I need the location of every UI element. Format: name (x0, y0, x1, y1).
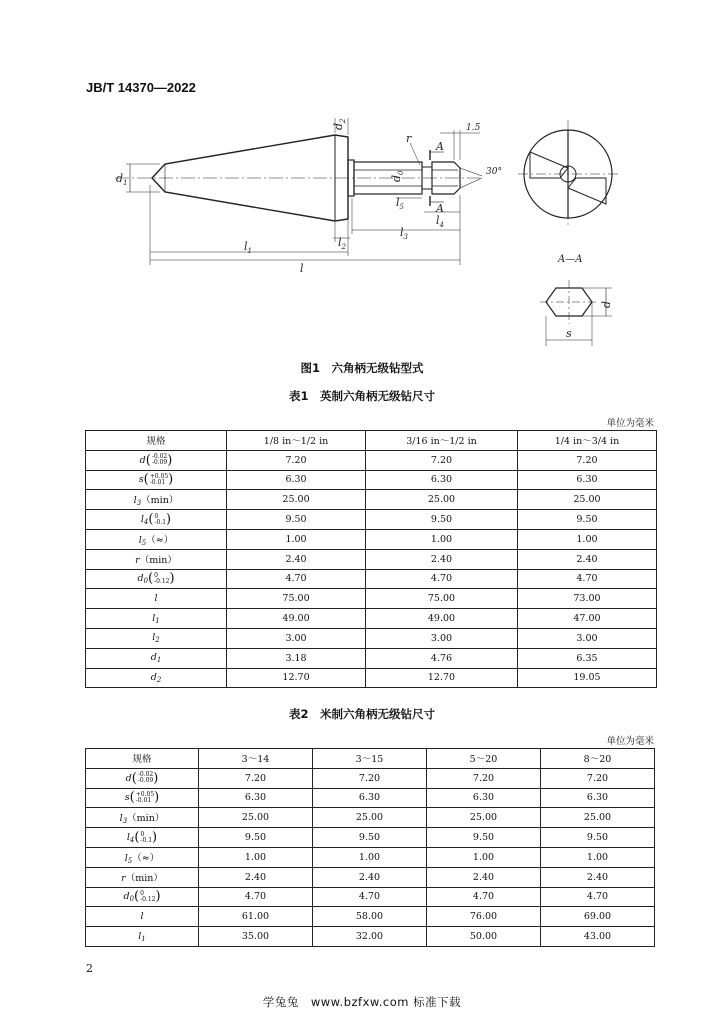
value-cell: 75.00 (227, 589, 366, 609)
tolerance: 0 -0.12 (154, 571, 170, 585)
table-row (86, 907, 655, 927)
param-subscript: 2 (156, 675, 162, 684)
param-subscript: 1 (141, 934, 146, 943)
param-cell (86, 668, 227, 688)
table-row (86, 549, 657, 569)
table-row (86, 589, 657, 609)
param-symbol: l (152, 632, 156, 644)
param-suffix: （min） (139, 554, 177, 566)
param-symbol: s (124, 792, 130, 804)
label-hex-s: s (566, 327, 572, 340)
value-cell: 9.50 (366, 510, 518, 530)
label-hex-d: d (600, 300, 613, 308)
value-cell: 9.50 (541, 828, 655, 848)
param-symbol: l (138, 930, 142, 942)
table-row (86, 510, 657, 530)
tolerance: +0.05 -0.01 (149, 472, 169, 486)
value-cell: 25.00 (517, 490, 656, 510)
value-cell: 4.70 (517, 569, 656, 589)
value-cell: 9.50 (427, 828, 541, 848)
value-cell: 1.00 (517, 529, 656, 549)
table-row (86, 668, 657, 688)
value-cell: 9.50 (199, 828, 313, 848)
drill-drawing (0, 0, 724, 350)
param-symbol: s (138, 474, 144, 486)
param-subscript: 0 (129, 895, 134, 904)
value-cell: 25.00 (541, 808, 655, 828)
table-header-cell: 3～14 (199, 749, 313, 769)
param-symbol: l (126, 832, 130, 844)
value-cell: 4.70 (427, 887, 541, 907)
table1-title: 表1 英制六角柄无级钻尺寸 (288, 389, 435, 403)
value-cell: 12.70 (366, 668, 518, 688)
param-symbol: d (123, 891, 130, 903)
value-cell: 58.00 (313, 907, 427, 927)
label-a-bottom: A (436, 202, 444, 215)
table-header-cell: 3～15 (313, 749, 427, 769)
value-cell: 6.30 (541, 788, 655, 808)
param-symbol: r (135, 554, 140, 566)
value-cell: 19.05 (517, 668, 656, 688)
value-cell: 6.30 (366, 470, 518, 490)
table-row (86, 887, 655, 907)
value-cell: 12.70 (227, 668, 366, 688)
value-cell: 3.00 (517, 628, 656, 648)
table-header-cell: 5～20 (427, 749, 541, 769)
param-symbol: l (119, 813, 123, 825)
value-cell: 4.70 (227, 569, 366, 589)
value-cell: 76.00 (427, 907, 541, 927)
value-cell: 61.00 (199, 907, 313, 927)
table-row (86, 808, 655, 828)
param-cell (86, 867, 199, 887)
param-cell (86, 609, 227, 629)
value-cell: 1.00 (427, 847, 541, 867)
param-cell: s( +0.05 -0.01 ) (86, 470, 227, 490)
param-subscript: 4 (129, 836, 135, 845)
table-row (86, 628, 657, 648)
value-cell: 6.35 (517, 648, 656, 668)
table-row (86, 470, 657, 490)
table-row (86, 867, 655, 887)
value-cell: 6.30 (227, 470, 366, 490)
value-cell: 2.40 (227, 549, 366, 569)
table-row (86, 847, 655, 867)
param-cell: $d_0$( 0 -0.12 ) (86, 569, 227, 589)
param-symbol: l (154, 592, 158, 604)
param-cell: $d_0$( 0 -0.12 ) (86, 887, 199, 907)
param-cell: d( -0.02 -0.09 ) (86, 768, 199, 788)
value-cell: 9.50 (227, 510, 366, 530)
table-header-row (86, 749, 655, 769)
label-a-top: A (436, 140, 444, 153)
table-header-cell: 规格 (86, 749, 199, 769)
value-cell: 4.70 (313, 887, 427, 907)
footer-watermark: 学兔兔 www.bzfxw.com 标准下载 (262, 995, 462, 1009)
param-cell (86, 490, 227, 510)
param-symbol: l (138, 534, 142, 546)
value-cell: 32.00 (313, 927, 427, 947)
param-symbol: d (137, 573, 144, 585)
label-d2: $d_2$ (332, 118, 347, 130)
label-l3: $l_3$ (400, 226, 408, 241)
value-cell: 4.70 (199, 887, 313, 907)
value-cell: 25.00 (427, 808, 541, 828)
figure-caption: 图1 六角柄无级钻型式 (300, 361, 424, 375)
param-subscript: 1 (155, 616, 160, 625)
tolerance: 0 -0.12 (140, 889, 156, 903)
param-symbol: d (150, 652, 157, 664)
param-symbol: l (124, 852, 128, 864)
param-cell (86, 927, 199, 947)
value-cell: 4.70 (366, 569, 518, 589)
param-subscript: 0 (143, 577, 148, 586)
label-1-5: 1.5 (466, 123, 481, 133)
param-symbol: d (125, 772, 132, 784)
label-l2: $l_2$ (338, 236, 346, 251)
value-cell: 2.40 (199, 867, 313, 887)
table-header-cell: 3/16 in～1/2 in (366, 431, 518, 451)
value-cell: 69.00 (541, 907, 655, 927)
label-l4: $l_4$ (436, 214, 444, 229)
table-row (86, 768, 655, 788)
value-cell: 7.20 (366, 450, 518, 470)
table-row (86, 529, 657, 549)
param-suffix: （min） (141, 495, 179, 507)
param-suffix: （≈） (146, 534, 174, 546)
value-cell: 35.00 (199, 927, 313, 947)
param-cell: $l_4$( 0 -0.1 ) (86, 828, 199, 848)
table-header-cell: 规格 (86, 431, 227, 451)
table1-unit: 单位为毫米 (606, 418, 654, 429)
label-r: r (406, 132, 412, 145)
value-cell: 3.18 (227, 648, 366, 668)
value-cell: 6.30 (517, 470, 656, 490)
value-cell: 25.00 (313, 808, 427, 828)
value-cell: 50.00 (427, 927, 541, 947)
param-cell: d( -0.02 -0.09 ) (86, 450, 227, 470)
param-symbol: l (152, 612, 156, 624)
value-cell: 7.20 (227, 450, 366, 470)
param-symbol: l (140, 910, 144, 922)
value-cell: 25.00 (227, 490, 366, 510)
label-l1: $l_1$ (244, 240, 252, 255)
param-subscript: 4 (143, 518, 149, 527)
param-cell (86, 549, 227, 569)
label-l5: $l_5$ (396, 196, 404, 211)
value-cell: 1.00 (541, 847, 655, 867)
param-cell (86, 529, 227, 549)
value-cell: 25.00 (366, 490, 518, 510)
table2 (85, 748, 655, 947)
table-row (86, 490, 657, 510)
value-cell: 6.30 (199, 788, 313, 808)
param-cell (86, 907, 199, 927)
value-cell: 43.00 (541, 927, 655, 947)
param-cell: $l_4$( 0 -0.1 ) (86, 510, 227, 530)
value-cell: 7.20 (313, 768, 427, 788)
param-subscript: 3 (122, 817, 128, 826)
label-angle: 30° (486, 167, 502, 177)
tolerance: -0.02 -0.09 (137, 771, 154, 785)
value-cell: 1.00 (199, 847, 313, 867)
label-l: l (300, 262, 304, 275)
value-cell: 73.00 (517, 589, 656, 609)
value-cell: 49.00 (366, 609, 518, 629)
value-cell: 7.20 (517, 450, 656, 470)
param-cell (86, 648, 227, 668)
param-symbol: d (139, 454, 146, 466)
value-cell: 25.00 (199, 808, 313, 828)
param-cell (86, 808, 199, 828)
tolerance: 0 -0.1 (154, 512, 167, 526)
table-row (86, 788, 655, 808)
value-cell: 4.76 (366, 648, 518, 668)
param-cell: s( +0.05 -0.01 ) (86, 788, 199, 808)
table-header-cell: 8～20 (541, 749, 655, 769)
value-cell: 2.40 (517, 549, 656, 569)
value-cell: 1.00 (366, 529, 518, 549)
value-cell: 2.40 (366, 549, 518, 569)
value-cell: 4.70 (541, 887, 655, 907)
param-symbol: d (150, 671, 157, 683)
page-number: 2 (86, 962, 93, 975)
value-cell: 47.00 (517, 609, 656, 629)
value-cell: 6.30 (313, 788, 427, 808)
param-symbol: r (121, 872, 126, 884)
value-cell: 9.50 (517, 510, 656, 530)
table-row (86, 648, 657, 668)
table-header-cell: 1/4 in～3/4 in (517, 431, 656, 451)
table2-unit: 单位为毫米 (606, 736, 654, 747)
table-row (86, 828, 655, 848)
table-row (86, 609, 657, 629)
value-cell: 7.20 (427, 768, 541, 788)
value-cell: 49.00 (227, 609, 366, 629)
tolerance: -0.02 -0.09 (151, 453, 168, 467)
param-suffix: （min） (127, 813, 165, 825)
value-cell: 75.00 (366, 589, 518, 609)
param-cell (86, 847, 199, 867)
table-header-cell: 1/8 in～1/2 in (227, 431, 366, 451)
value-cell: 2.40 (313, 867, 427, 887)
value-cell: 1.00 (313, 847, 427, 867)
value-cell: 1.00 (227, 529, 366, 549)
table1 (85, 430, 657, 688)
value-cell: 9.50 (313, 828, 427, 848)
table-row (86, 927, 655, 947)
value-cell: 2.40 (541, 867, 655, 887)
param-symbol: l (140, 514, 144, 526)
value-cell: 3.00 (366, 628, 518, 648)
param-subscript: 2 (155, 636, 160, 645)
param-suffix: （min） (125, 872, 163, 884)
value-cell: 7.20 (541, 768, 655, 788)
value-cell: 2.40 (427, 867, 541, 887)
param-subscript: 3 (136, 499, 142, 508)
label-d1: $d_1$ (116, 172, 128, 187)
tolerance: +0.05 -0.01 (135, 790, 155, 804)
param-cell (86, 589, 227, 609)
label-section-aa: A—A (558, 254, 583, 265)
param-subscript: 5 (141, 538, 147, 547)
document-header: JB/T 14370—2022 (86, 80, 196, 95)
param-subscript: 5 (127, 856, 133, 865)
tolerance: 0 -0.1 (140, 830, 153, 844)
table-header-row (86, 431, 657, 451)
param-symbol: l (133, 495, 137, 507)
table-row (86, 569, 657, 589)
value-cell: 6.30 (427, 788, 541, 808)
param-subscript: 1 (156, 656, 162, 665)
table-row (86, 450, 657, 470)
value-cell: 3.00 (227, 628, 366, 648)
label-d0: $d_0$ (390, 170, 405, 182)
table2-title: 表2 米制六角柄无级钻尺寸 (288, 707, 435, 721)
value-cell: 7.20 (199, 768, 313, 788)
param-suffix: （≈） (132, 852, 160, 864)
param-cell (86, 628, 227, 648)
